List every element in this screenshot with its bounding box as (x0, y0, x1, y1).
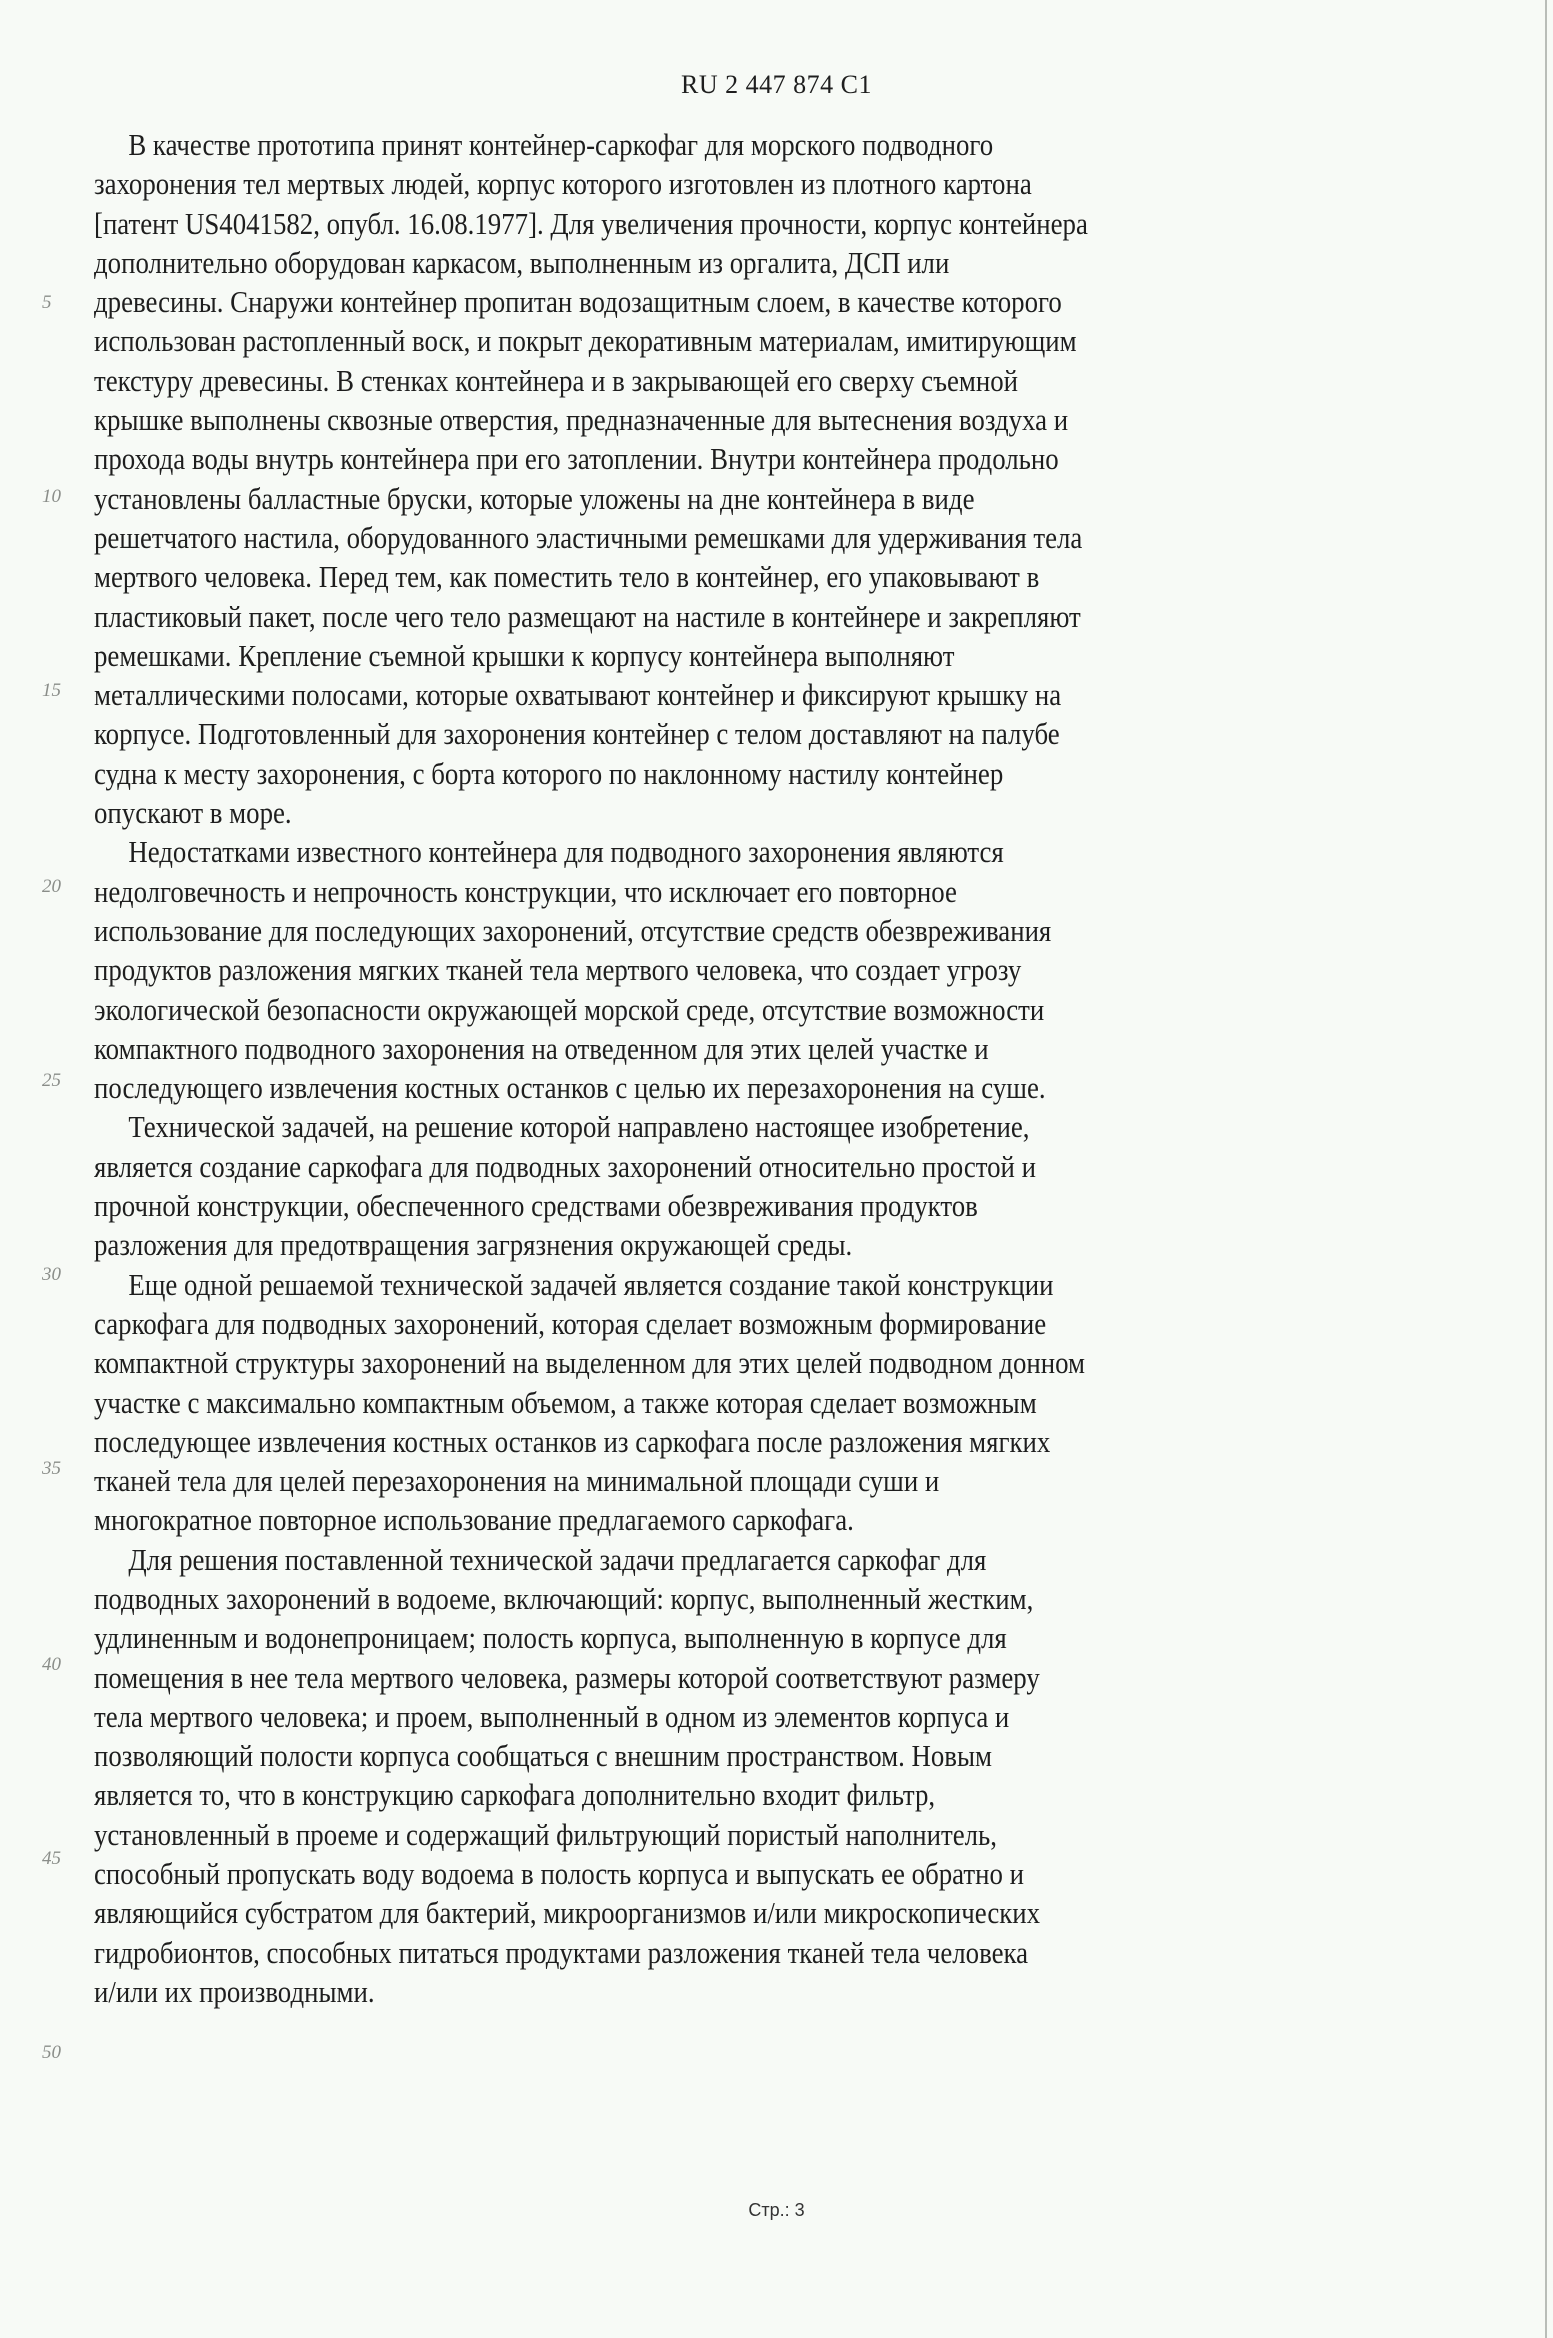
text-line: [патент US4041582, опубл. 16.08.1977]. Для увеличения прочности, корпус контейнера (94, 206, 1088, 241)
line-number: 5 (42, 292, 52, 313)
text-line: недолговечность и непрочность конструкции, что исключает его повторное (94, 874, 957, 909)
text-line: судна к месту захоронения, с борта которого по наклонному настилу контейнер (94, 756, 1004, 791)
line-number: 10 (42, 486, 61, 507)
text-line: древесины. Снаружи контейнер пропитан водозащитным слоем, в качестве которого (94, 285, 1062, 320)
line-number: 40 (42, 1654, 61, 1675)
text-line: крышке выполнены сквозные отверстия, предназначенные для вытеснения воздуха и (94, 403, 1069, 438)
line-number: 45 (42, 1848, 61, 1869)
text-line: продуктов разложения мягких тканей тела мертвого человека, что создает угрозу (94, 953, 1022, 988)
text-line: прохода воды внутрь контейнера при его затоплении. Внутри контейнера продольно (94, 442, 1059, 477)
text-line: экологической безопасности окружающей морской среде, отсутствие возможности (94, 992, 1045, 1027)
text-line: подводных захоронений в водоеме, включающий: корпус, выполненный жестким, (94, 1581, 1034, 1616)
text-line: мертвого человека. Перед тем, как поместить тело в контейнер, его упаковывают в (94, 560, 1040, 595)
text-line: способный пропускать воду водоема в полость корпуса и выпускать ее обратно и (94, 1857, 1024, 1892)
text-line: захоронения тел мертвых людей, корпус которого изготовлен из плотного картона (94, 167, 1032, 202)
line-number: 15 (42, 680, 61, 701)
text-line: использование для последующих захоронений, отсутствие средств обезвреживания (94, 913, 1052, 948)
line-number: 25 (42, 1070, 61, 1091)
text-line: использован растопленный воск, и покрыт декоративным материалам, имитирующим (94, 324, 1077, 359)
patent-number-header: RU 2 447 874 C1 (681, 70, 872, 99)
line-number: 20 (42, 876, 61, 897)
line-number: 30 (42, 1264, 61, 1285)
text-line: решетчатого настила, оборудованного эластичными ремешками для удерживания тела (94, 520, 1083, 555)
text-line: последующее извлечения костных останков из саркофага после разложения мягких (94, 1424, 1051, 1459)
line-number: 35 (42, 1458, 61, 1479)
text-line: разложения для предотвращения загрязнения окружающей среды. (94, 1228, 853, 1263)
page-number-footer: Стр.: 3 (748, 2200, 805, 2220)
text-line: помещения в нее тела мертвого человека, размеры которой соответствуют размеру (94, 1660, 1040, 1695)
text-line: прочной конструкции, обеспеченного средствами обезвреживания продуктов (94, 1189, 978, 1224)
text-line: участке с максимально компактным объемом, а также которая сделает возможным (94, 1385, 1037, 1420)
page-edge (1545, 0, 1547, 2338)
text-line: и/или их производными. (94, 1974, 375, 2009)
line-number: 50 (42, 2042, 61, 2063)
paragraph-first-line: Для решения поставленной технической задачи предлагается саркофаг для (128, 1542, 987, 1577)
text-line: компактного подводного захоронения на отведенном для этих целей участке и (94, 1031, 989, 1066)
text-line: металлическими полосами, которые охватывают контейнер и фиксируют крышку на (94, 678, 1062, 713)
text-line: удлиненным и водонепроницаем; полость корпуса, выполненную в корпусе для (94, 1621, 1007, 1656)
paragraph-first-line: Технической задачей, на решение которой направлено настоящее изобретение, (128, 1110, 1030, 1145)
text-line: является создание саркофага для подводных захоронений относительно простой и (94, 1149, 1036, 1184)
text-line: корпусе. Подготовленный для захоронения контейнер с телом доставляют на палубе (94, 717, 1060, 752)
text-line: пластиковый пакет, после чего тело размещают на настиле в контейнере и закрепляют (94, 599, 1081, 634)
text-line: текстуру древесины. В стенках контейнера и в закрывающей его сверху съемной (94, 363, 1019, 398)
text-line: установлены балластные бруски, которые уложены на дне контейнера в виде (94, 481, 975, 516)
text-line: тканей тела для целей перезахоронения на минимальной площади суши и (94, 1464, 940, 1499)
text-line: опускают в море. (94, 796, 292, 831)
text-line: саркофага для подводных захоронений, которая сделает возможным формирование (94, 1306, 1047, 1341)
paragraph-first-line: В качестве прототипа принят контейнер-саркофаг для морского подводного (128, 128, 994, 162)
text-line: являющийся субстратом для бактерий, микроорганизмов и/или микроскопических (94, 1896, 1041, 1931)
text-line: гидробионтов, способных питаться продуктами разложения тканей тела человека (94, 1935, 1029, 1970)
text-line: многократное повторное использование предлагаемого саркофага. (94, 1503, 854, 1538)
text-line: позволяющий полости корпуса сообщаться с внешним пространством. Новым (94, 1739, 993, 1774)
text-line: ремешками. Крепление съемной крышки к корпусу контейнера выполняют (94, 638, 955, 673)
text-line: установленный в проеме и содержащий фильтрующий пористый наполнитель, (94, 1817, 998, 1852)
paragraph-first-line: Еще одной решаемой технической задачей является создание такой конструкции (128, 1267, 1054, 1302)
paragraph-first-line: Недостатками известного контейнера для подводного захоронения являются (128, 835, 1004, 870)
text-line: является то, что в конструкцию саркофага дополнительно входит фильтр, (94, 1778, 936, 1813)
text-line: дополнительно оборудован каркасом, выполненным из оргалита, ДСП или (94, 245, 950, 280)
text-line: последующего извлечения костных останков с целью их перезахоронения на суше. (94, 1071, 1046, 1106)
text-line: тела мертвого человека; и проем, выполненный в одном из элементов корпуса и (94, 1699, 1010, 1734)
body-text (94, 126, 1424, 2012)
text-line: компактной структуры захоронений на выделенном для этих целей подводном донном (94, 1346, 1086, 1381)
